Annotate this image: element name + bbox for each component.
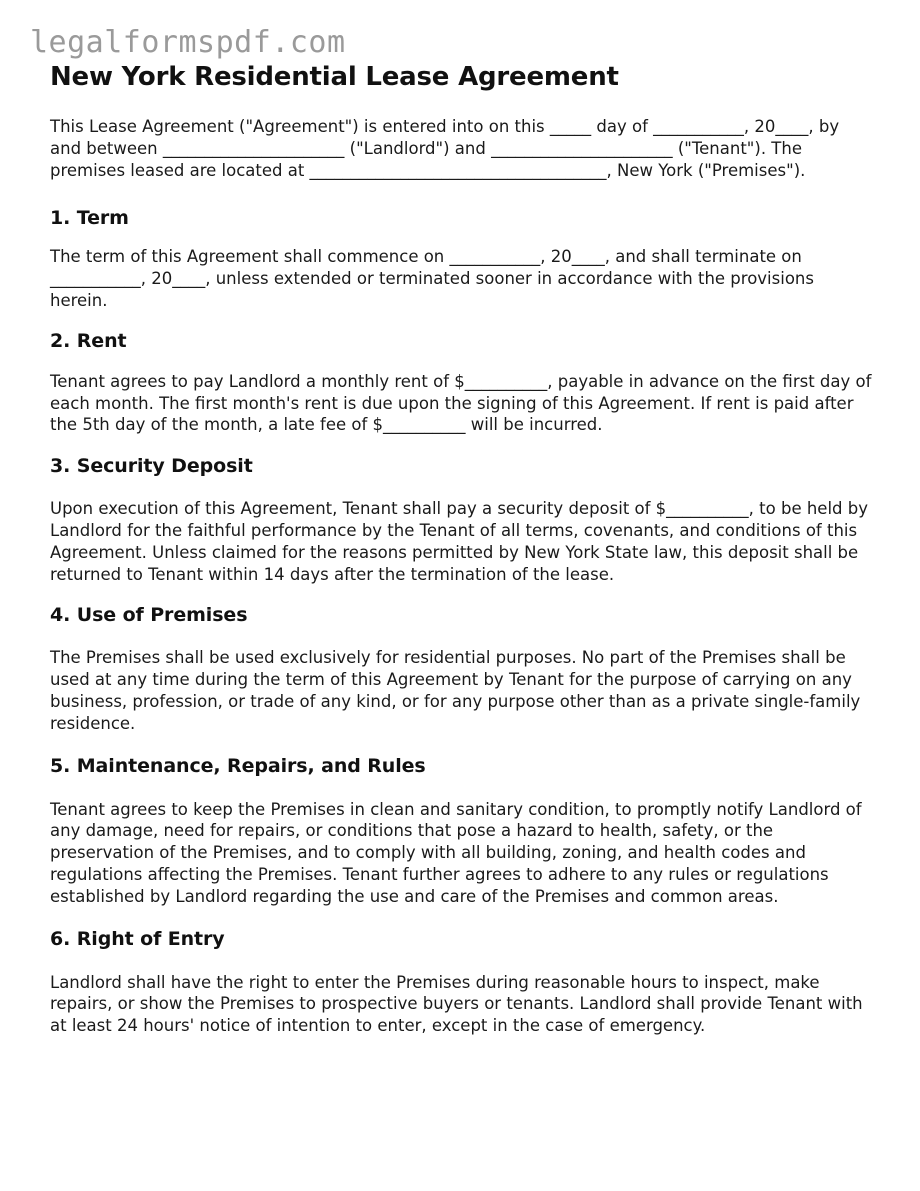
section-heading-right-of-entry: 6. Right of Entry — [50, 927, 225, 950]
section-heading-maintenance-repairs-rules: 5. Maintenance, Repairs, and Rules — [50, 754, 426, 777]
section-heading-term: 1. Term — [50, 207, 129, 230]
section-body-use-of-premises: The Premises shall be used exclusively for residential purposes. No part of the Premises shall be used at any time during the term of this Agreement by Tenant for the purpose of carrying on any business, profession, or trade of any kind, or for any purpose other than as a private single-family residence. — [50, 648, 861, 733]
section-body-rent: Tenant agrees to pay Landlord a monthly rent of $__________, payable in advance on the first day of each month. The first month's rent is due upon the signing of this Agreement. If rent is paid after the 5th day of the month, a late fee of $__________ will be incurred. — [50, 371, 872, 435]
intro-paragraph: This Lease Agreement ("Agreement") is entered into on this _____ day of ___________, 20____, by and between ______________________ ("Landlord") and ______________________ ("Tenant"). The premises leased are located at ____________________________________, New York ("Premises"). — [50, 117, 840, 180]
section-body-maintenance-repairs-rules: Tenant agrees to keep the Premises in clean and sanitary condition, to promptly notify Landlord of any damage, need for repairs, or conditions that pose a hazard to health, safety, or the preservation of the Premises, and to comply with all building, zoning, and health codes and regulations affecting the Premises. Tenant further agrees to adhere to any rules or regulations established by Landlord regarding the use and care of the Premises and common areas. — [50, 799, 862, 906]
section-heading-security-deposit: 3. Security Deposit — [50, 455, 253, 478]
site-watermark: legalformspdf.com — [30, 25, 346, 60]
section-security-deposit — [50, 455, 872, 585]
page-title: New York Residential Lease Agreement — [50, 62, 619, 92]
section-heading-rent: 2. Rent — [50, 329, 127, 352]
section-term — [50, 207, 872, 311]
section-heading-use-of-premises: 4. Use of Premises — [50, 604, 248, 627]
section-rent — [50, 330, 872, 436]
section-body-security-deposit: Upon execution of this Agreement, Tenant shall pay a security deposit of $__________, to be held by Landlord for the faithful performance by the Tenant of all terms, covenants, and conditions of this Agreement. Unless claimed for the reasons permitted by New York State law, this deposit shall be returned to Tenant within 14 days after the termination of the lease. — [50, 499, 868, 584]
section-body-term: The term of this Agreement shall commence on ___________, 20____, and shall terminate on ___________, 20____, unless extended or terminated sooner in accordance with the provisions herein. — [50, 247, 814, 310]
section-maintenance-repairs-rules — [50, 755, 872, 908]
section-right-of-entry — [50, 928, 872, 1037]
document-content — [50, 62, 872, 1037]
section-use-of-premises — [50, 604, 872, 734]
section-body-right-of-entry: Landlord shall have the right to enter the Premises during reasonable hours to inspect, make repairs, or show the Premises to prospective buyers or tenants. Landlord shall provide Tenant with at least 24 hours' notice of intention to enter, except in the case of emergency. — [50, 972, 863, 1036]
